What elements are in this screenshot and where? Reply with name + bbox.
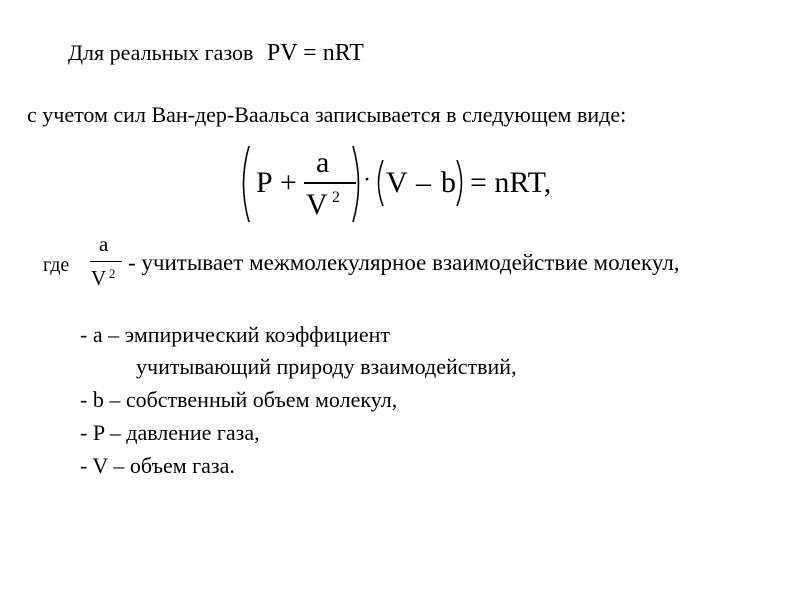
list-item-b: - b – собственный объем молекул, [80,387,398,412]
van-der-waals-equation [236,144,576,224]
right-small-paren [455,158,467,208]
small-frac-numerator: a [99,232,109,256]
eq-minus: – [416,166,431,199]
ideal-gas-formula: PV = nRT [266,40,364,66]
list-item-p: - P – давление газа, [80,420,260,445]
eq-frac-numerator: a [316,146,330,179]
intro-text: Для реальных газов [68,40,254,65]
eq-dot: · [363,167,371,193]
eq-frac-bar [304,182,356,184]
eq-plus: + [280,166,297,199]
eq-frac-exponent: 2 [332,189,340,206]
where-label: где [43,254,70,276]
eq-pressure: P [256,166,273,199]
left-big-paren [236,144,252,224]
list-item-a: - a – эмпирический коэффициент [80,322,390,347]
small-fraction [88,232,124,294]
where-description: - учитывает межмолекулярное взаимодействие молекул, [128,250,680,275]
intro-line [68,40,364,67]
small-frac-bar [90,261,122,262]
list-item-v: - V – объем газа. [80,453,235,478]
eq-volume: V [386,166,408,199]
eq-rhs: = nRT, [470,166,552,199]
van-der-waals-intro: с учетом сил Ван-дер-Ваальса записывается в следующем виде: [27,102,627,127]
list-item-a-cont: учитывающий природу взаимодействий, [136,354,517,379]
eq-b: b [441,166,456,199]
eq-frac-denominator: V [306,188,328,221]
small-frac-denominator: V [91,266,107,290]
left-small-paren [373,158,385,208]
small-frac-exponent: 2 [109,266,116,281]
